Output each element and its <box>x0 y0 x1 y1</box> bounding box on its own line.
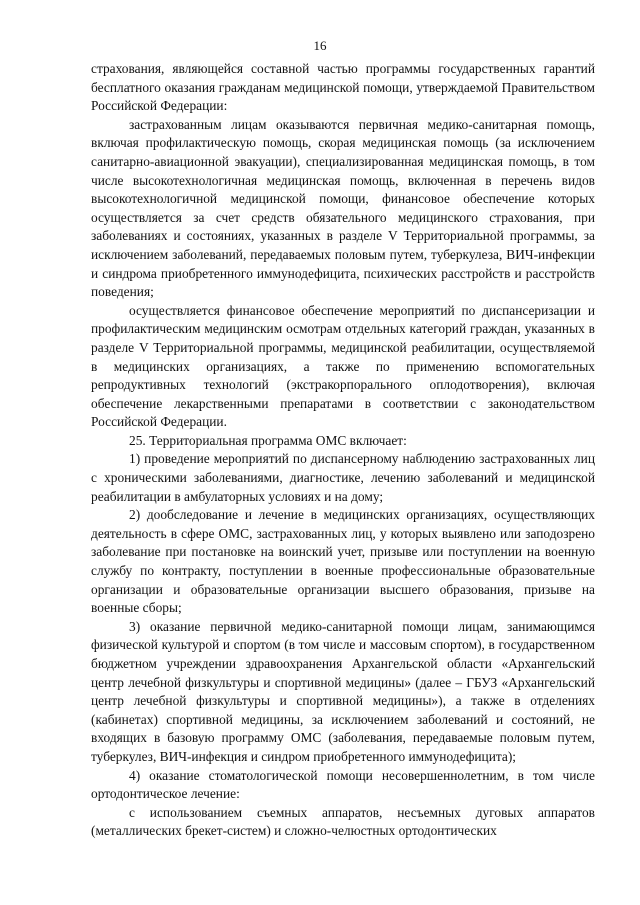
list-item-2: 2) дообследование и лечение в медицинских организациях, осуществляющих деятельность в сфере ОМС, застрахованных лиц, у которых выявлено или заподозрено заболевание при постановке на воинский учет, призыве или поступлении на военную службу по контракту, поступлении в военные профессиональные образовательные организации и образовательные организации высшего образования, призыве на военные сборы; <box>91 507 595 616</box>
paragraph-intro-continuation: страхования, являющейся составной частью программы государственных гарантий бесплатного оказания гражданам медицинской помощи, утверждаемой Правительством Российской Федерации: <box>91 61 595 114</box>
list-item-4: 4) оказание стоматологической помощи несовершеннолетним, в том числе ортодонтическое лечение: <box>91 767 595 802</box>
paragraph-section-25: 25. Территориальная программа ОМС включает: <box>129 432 407 448</box>
list-item-1: 1) проведение мероприятий по диспансерному наблюдению застрахованных лиц с хроническими заболеваниями, диагностике, лечению заболеваний и медицинской реабилитации в амбулаторных условиях и на дому; <box>91 451 595 504</box>
paragraph-orthodontic: с использованием съемных аппаратов, несъемных дуговых аппаратов (металлических брекет-систем) и сложно-челюстных ортодонтических <box>91 804 595 839</box>
body-text <box>91 60 595 841</box>
paragraph-financing: осуществляется финансовое обеспечение мероприятий по диспансеризации и профилактическим медицинским осмотрам отдельных категорий граждан, указанных в разделе V Территориальной программы, медицинской реабилитации, осуществляемой в медицинских организациях, а также по применению вспомогательных репродуктивных технологий (экстракорпорального оплодотворения), включая обеспечение лекарственными препаратами в соответствии с законодательством Российской Федерации. <box>91 302 595 430</box>
paragraph-insured-care: застрахованным лицам оказываются первичная медико-санитарная помощь, включая профилактическую помощь, скорая медицинская помощь (за исключением санитарно-авиационной эвакуации), специализированная медицинская помощь, в том числе высокотехнологичная медицинская помощь, включенная в перечень видов высокотехнологичной медицинской помощи, финансовое обеспечение которых осуществляется за счет средств обязательного медицинского страхования, при заболеваниях и состояниях, указанных в разделе V Территориальной программы, за исключением заболеваний, передаваемых половым путем, туберкулеза, ВИЧ-инфекции и синдрома приобретенного иммунодефицита, психических расстройств и расстройств поведения; <box>91 116 595 300</box>
list-item-3: 3) оказание первичной медико-санитарной помощи лицам, занимающимся физической культурой и спортом (в том числе и массовым спортом), в государственном бюджетном учреждении здравоохранения Архангельской области «Архангельский центр лечебной физкультуры и спортивной медицины» (далее – ГБУЗ «Архангельский центр лечебной физкультуры и спортивной медицины»), а также в отделениях (кабинетах) спортивной медицины, за исключением заболеваний и состояний, не входящих в базовую программу ОМС (заболевания, передаваемые половым путем, туберкулез, ВИЧ-инфекция и синдром приобретенного иммунодефицита); <box>91 618 595 764</box>
page-number: 16 <box>313 38 327 53</box>
